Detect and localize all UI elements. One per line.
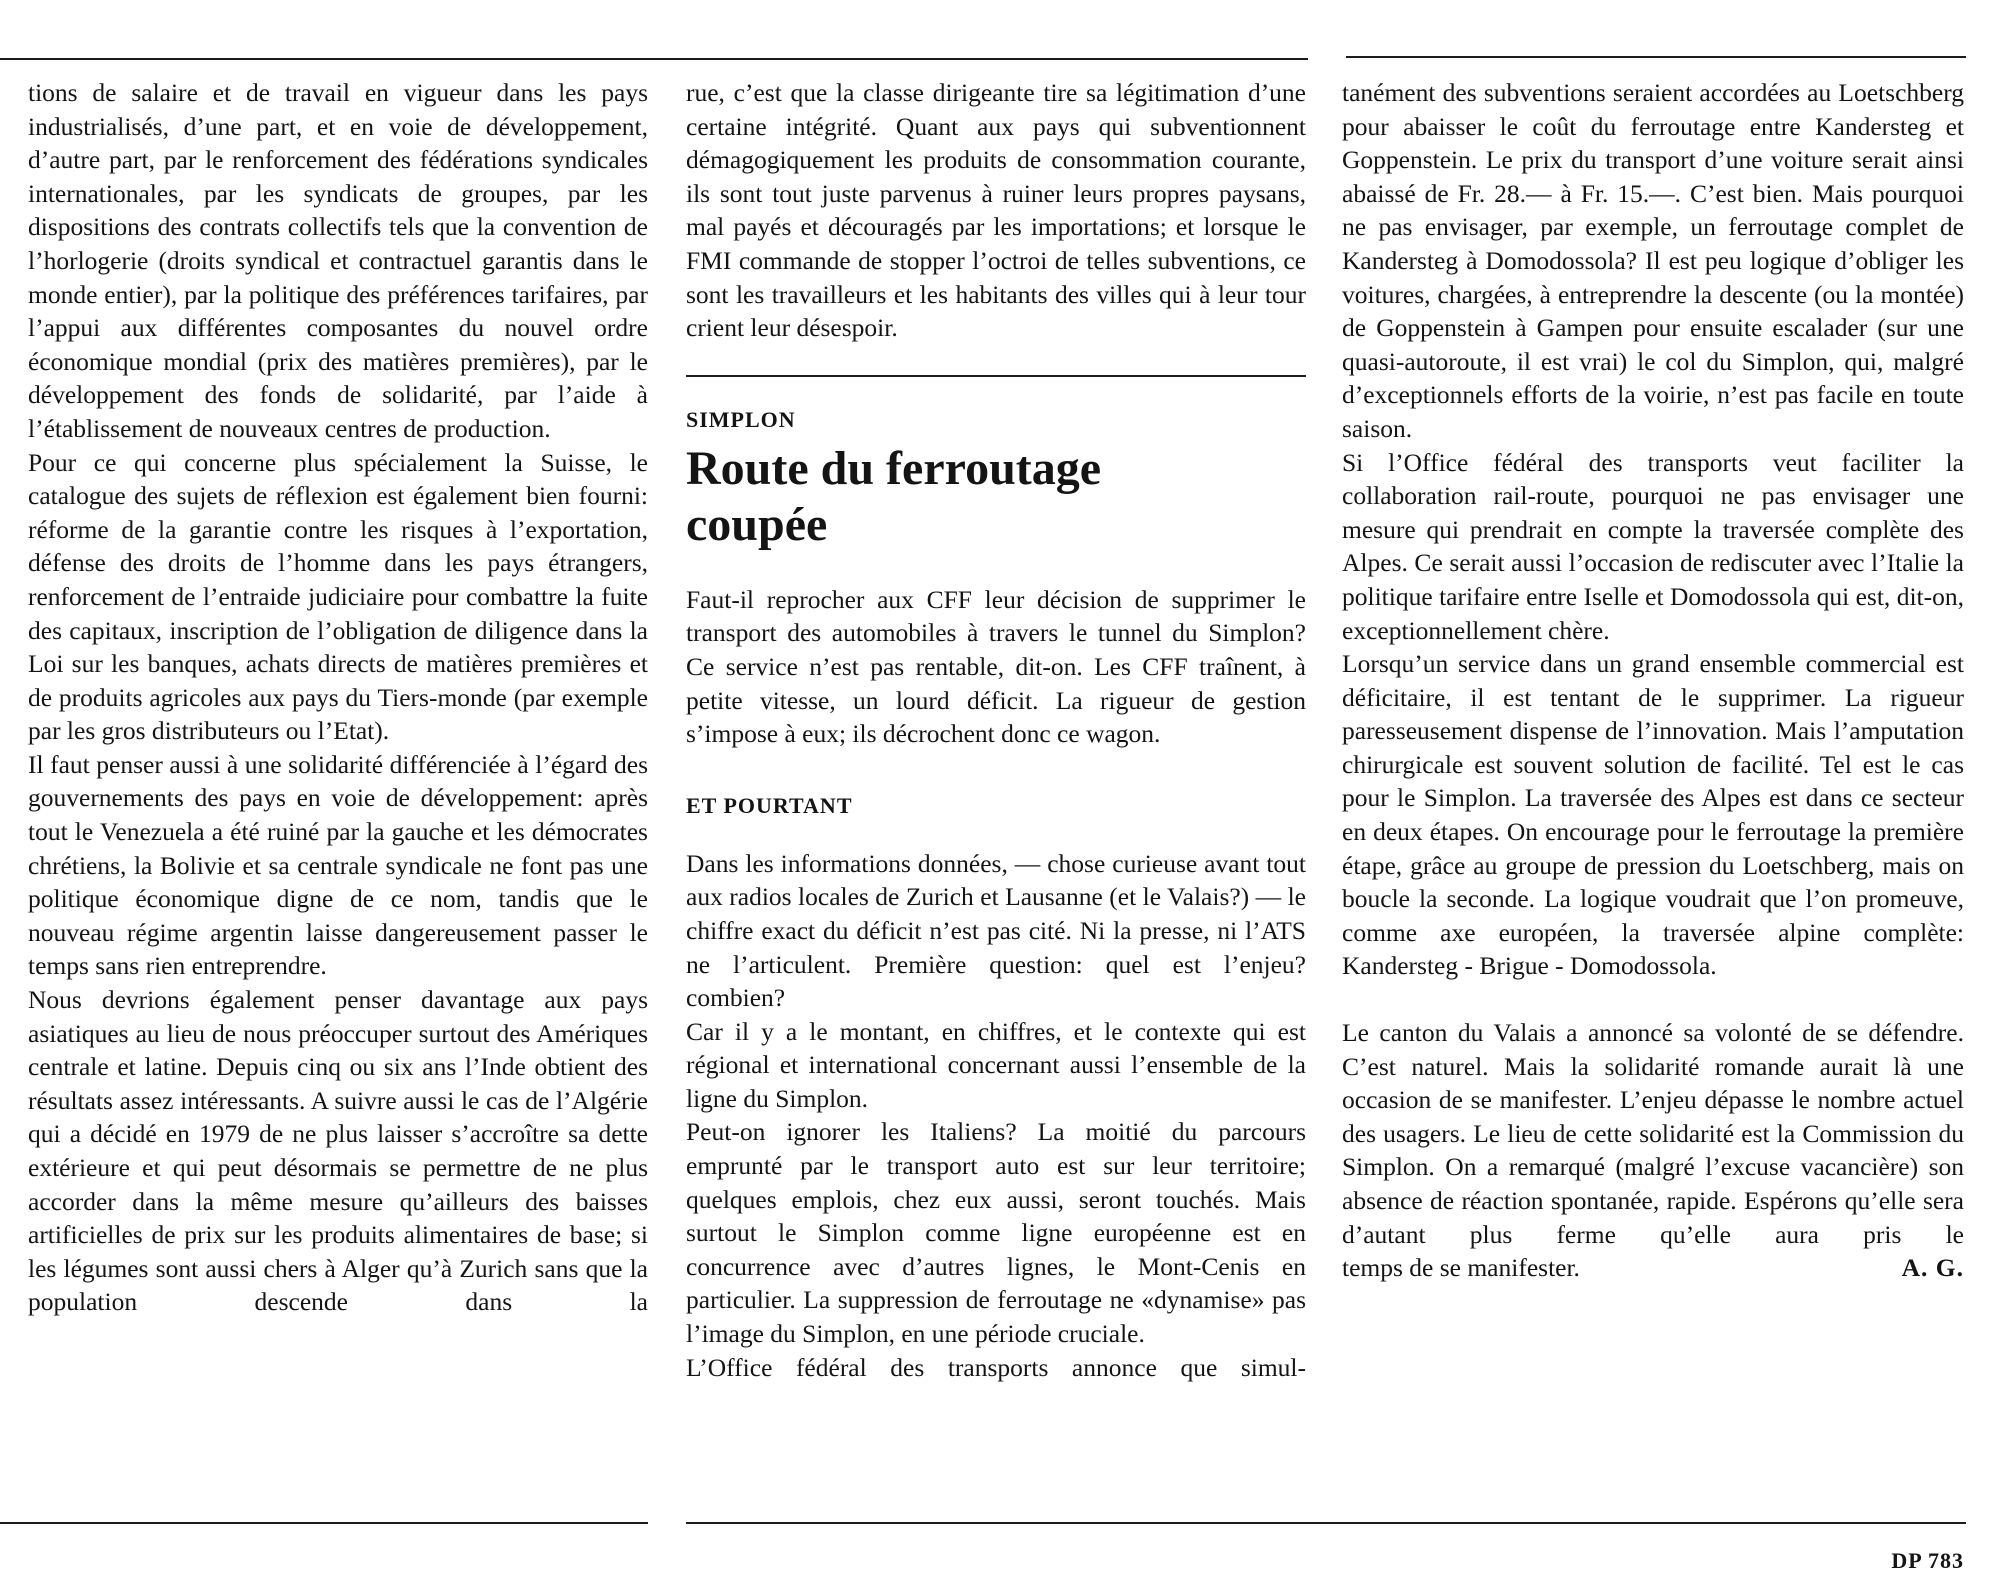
col2-body-paragraph: Dans les informations données, — chose curieuse avant tout aux radios locales de Zurich et Lausanne (et le Valais?) — le chiffre exact du déficit n’est pas cité. Ni la presse, ni l’ATS ne l’articulent. Première question: quel est l’enjeu? combien? <box>686 848 1306 1013</box>
headline-line-1: Route du ferroutage <box>686 441 1102 495</box>
col3-paragraph: Lorsqu’un service dans un grand ensemble commercial est déficitaire, il est tentant de le supprimer. La rigueur paresseusement dispense de l’innovation. Mais l’amputation chirurgicale est souvent solution de facilité. Tel est le cas pour le Simplon. La traversée des Alpes est dans ce secteur en deux étapes. On encourage pour le ferroutage la première étape, grâce au groupe de pression du Loetschberg, mais on boucle la seconde. La logique voudrait que l’on promeuve, comme axe européen, la traversée alpine complète: Kandersteg - Brigue - Domodossola. <box>1342 649 1964 981</box>
bottom-rule-left <box>0 1522 648 1524</box>
col2-body-paragraph: Peut-on ignorer les Italiens? La moitié du parcours emprunté par le transport auto est sur leur territoire; quelques emplois, chez eux aussi, seront touchés. Mais surtout le Simplon comme ligne européenne est en concurrence avec d’autres lignes, le Mont-Cenis en particulier. La suppression de ferroutage ne «dynamise» pas l’image du Simplon, en une période cruciale. <box>686 1117 1306 1349</box>
col3-paragraph: Si l’Office fédéral des transports veut faciliter la collaboration rail-route, pourquoi ne pas envisager une mesure qui prendrait en compte la traversée complète des Alpes. Ce serait aussi l’occasion de rediscuter avec l’Italie la politique tarifaire entre Iselle et Domodossola qui est, dit-on, exceptionnellement chère. <box>1342 447 1964 645</box>
col1-paragraph: tions de salaire et de travail en vigueur dans les pays industrialisés, d’une part, et en voie de développement, d’autre part, par le renforcement des fédérations syndicales internationales, par les syndicats de groupes, par les dispositions des contrats collectifs tels que la convention de l’horlogerie (droits syndical et contractuel garantis dans le monde entier), par la politique des préférences tarifaires, par l’appui aux différentes composantes du nouvel ordre économique mondial (prix des matières premières), par le développement des fonds de solidarité, par l’aide à l’établissement de nouveaux centres de production. <box>28 78 648 443</box>
article-subhead: ET POURTANT <box>686 792 853 818</box>
column-1 <box>28 76 648 1319</box>
closing-last-line: temps de se manifester. <box>1342 1253 1580 1283</box>
bottom-rule-right <box>686 1522 1966 1524</box>
col3-paragraph: tanément des subventions seraient accordées au Loetschberg pour abaisser le coût du ferroutage entre Kandersteg et Goppenstein. Le prix du transport d’une voiture serait ainsi abaissé de Fr. 28.— à Fr. 15.—. C’est bien. Mais pourquoi ne pas envisager, par exemple, un ferroutage complet de Kandersteg à Domodossola? Il est peu logique d’obliger les voitures, chargées, à entreprendre la descente (ou la montée) de Goppenstein à Gampen pour ensuite escalader (sur une quasi-autoroute, il est vrai) le col du Simplon, qui, malgré d’exceptionnels efforts de la voirie, n’est pas facile en toute saison. <box>1342 78 1964 443</box>
article-rubric: SIMPLON <box>686 406 796 432</box>
col2-intro-paragraph: rue, c’est que la classe dirigeante tire sa légitimation d’une certaine intégrité. Quant aux pays qui subventionnent démagogiquement les produits de consommation courante, ils sont tout juste parvenus à ruiner leurs propres paysans, mal payés et découragés par les importations; et lorsque le FMI commande de stopper l’octroi de telles subventions, ce sont les travailleurs et les habitants des villes qui à leur tour crient leur désespoir. <box>686 78 1306 343</box>
page-number: DP 783 <box>1891 1548 1964 1573</box>
col3-closing-paragraph: Le canton du Valais a annoncé sa volonté de se défendre. C’est naturel. Mais la solidarité romande aurait là une occasion de se manifester. L’enjeu dépasse le nombre actuel des usagers. Le lieu de cette solidarité est la Commission du Simplon. On a remarqué (malgré l’excuse vacancière) son absence de réaction spontanée, rapide. Espérons qu’elle sera d’autant plus ferme qu’elle aura pris le <box>1342 1018 1964 1249</box>
col2-body-paragraph: L’Office fédéral des transports annonce que simul- <box>686 1352 1306 1382</box>
article-lead-paragraph: Faut-il reprocher aux CFF leur décision de supprimer le transport des automobiles à travers le tunnel du Simplon? Ce service n’est pas rentable, dit-on. Les CFF traînent, à petite vitesse, un lourd déficit. La rigueur de gestion s’impose à eux; ils décrochent donc ce wagon. <box>686 584 1306 749</box>
top-rule-right <box>1346 56 1966 58</box>
top-rule-left <box>0 58 1308 60</box>
article-separator-rule <box>686 375 1306 377</box>
headline-line-2: coupée <box>686 497 828 551</box>
closing-signature-line <box>1342 1251 1964 1285</box>
col2-body-paragraph: Car il y a le montant, en chiffres, et le contexte qui est régional et international concernant aussi l’ensemble de la ligne du Simplon. <box>686 1016 1306 1113</box>
article-headline <box>686 441 1306 553</box>
column-2 <box>686 76 1306 1384</box>
author-signature: A. G. <box>1901 1253 1964 1283</box>
col1-paragraph: Il faut penser aussi à une solidarité différenciée à l’égard des gouvernements des pays en voie de développement: après tout le Venezuela a été ruiné par la gauche et les démocrates chrétiens, la Bolivie et sa centrale syndicale ne font pas une politique économique digne de ce nom, tandis que le nouveau régime argentin laisse dangereusement passer le temps sans rien entreprendre. <box>28 749 648 981</box>
column-3 <box>1342 76 1964 1285</box>
col1-paragraph: Pour ce qui concerne plus spécialement la Suisse, le catalogue des sujets de réflexion est également bien fourni: réforme de la garantie contre les risques à l’exportation, défense des droits de l’homme dans les pays étrangers, renforcement de l’entraide judiciaire pour combattre la fuite des capitaux, inscription de l’obligation de diligence dans la Loi sur les banques, achats directs de matières premières et de produits agricoles aux pays du Tiers-monde (par exemple par les gros distributeurs ou l’Etat). <box>28 447 648 746</box>
col1-paragraph: Nous devrions également penser davantage aux pays asiatiques au lieu de nous préoccuper surtout des Amériques centrale et latine. Depuis cinq ou six ans l’Inde obtient des résultats assez intéressants. A suivre aussi le cas de l’Algérie qui a décidé en 1979 de ne plus laisser s’accroître sa dette extérieure et qui peut désormais se permettre de ne plus accorder dans la même mesure qu’ailleurs des baisses artificielles de prix sur les produits alimentaires de base; si les légumes sont aussi chers à Alger qu’à Zurich sans que la population descende dans la <box>28 985 648 1317</box>
